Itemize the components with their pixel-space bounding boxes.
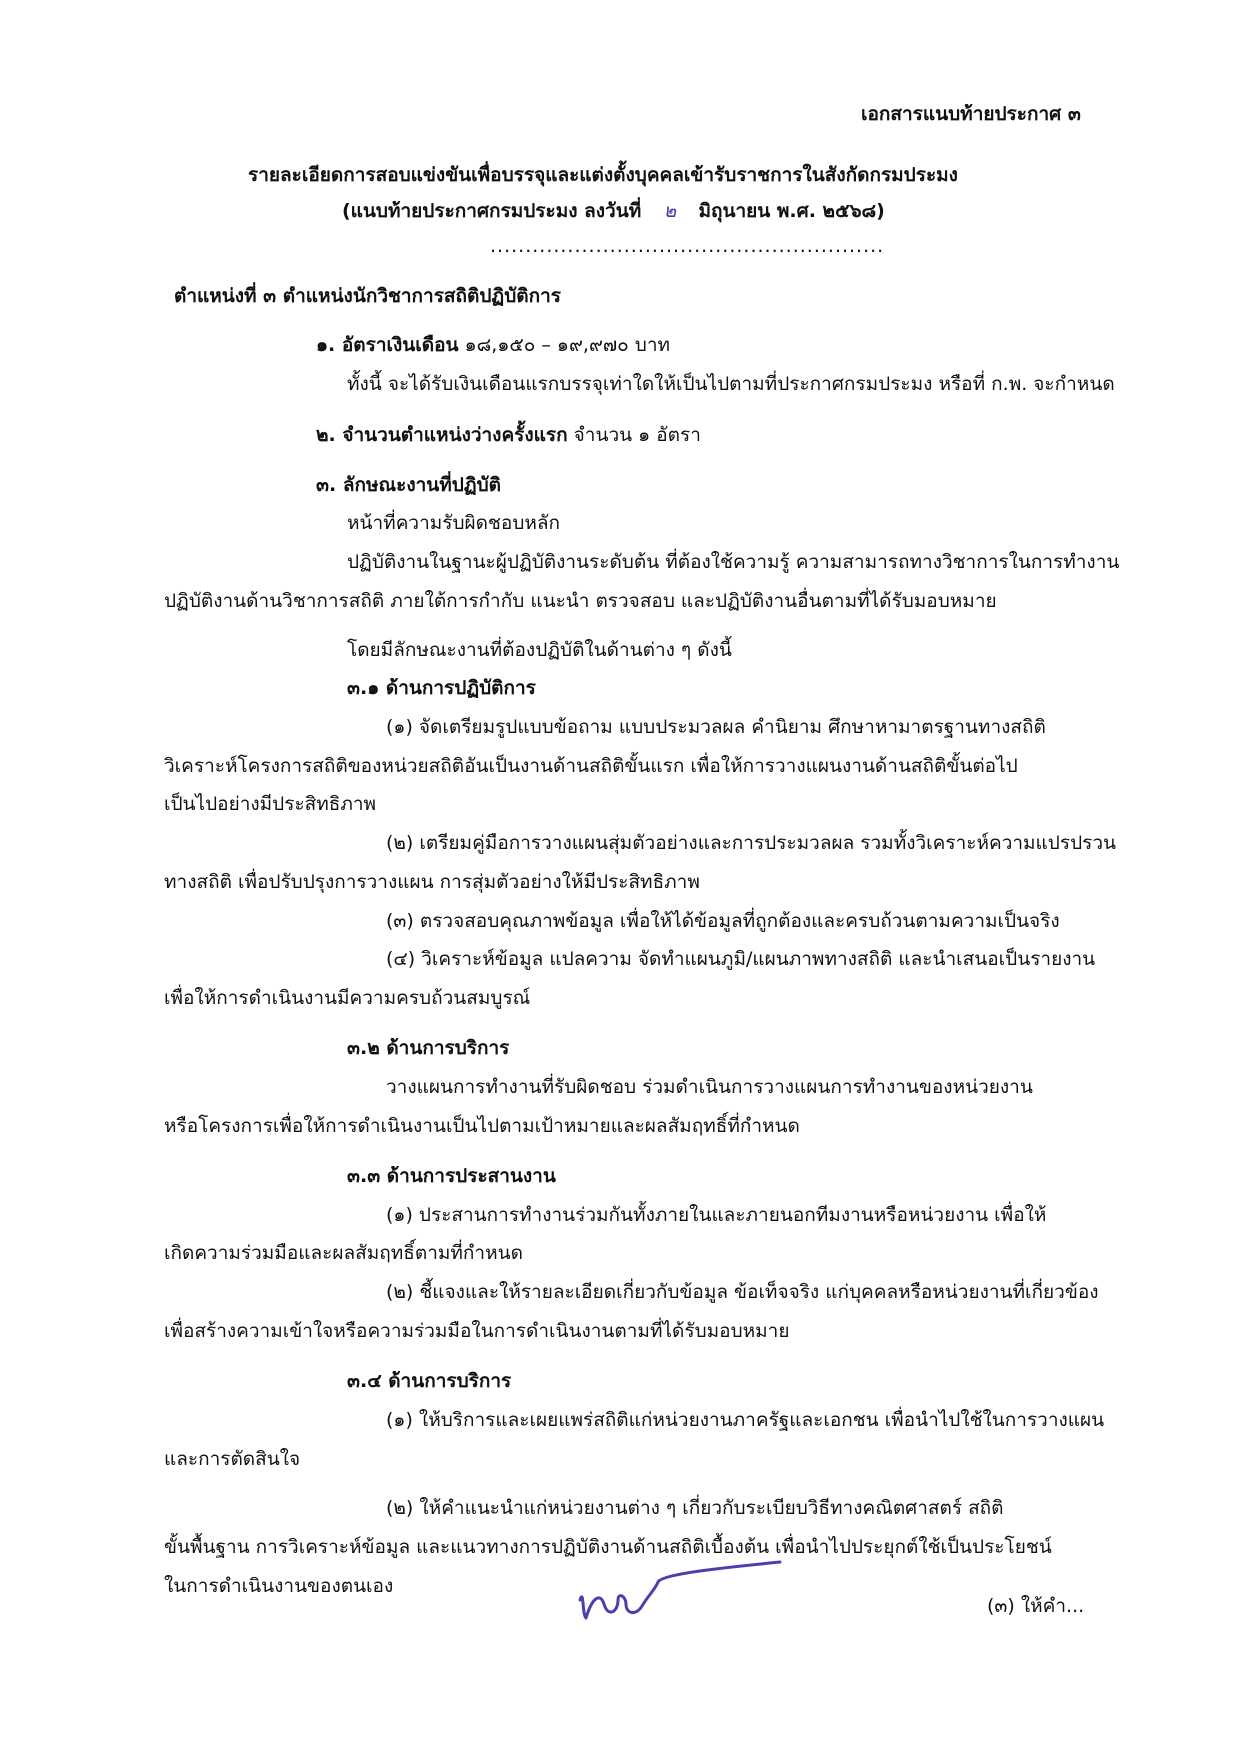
subtitle-prefix: (แนบท้ายประกาศกรมประมง ลงวันที่: [342, 200, 642, 222]
list-item-line: เพื่อให้การดำเนินงานมีความครบถ้วนสมบูรณ์: [164, 987, 531, 1009]
list-item-line: เป็นไปอย่างมีประสิทธิภาพ: [164, 793, 377, 815]
vacancy-value: จำนวน ๑ อัตรา: [573, 424, 701, 446]
vacancy-line: [316, 422, 701, 448]
job-description-heading: ๓. ลักษณะงานที่ปฏิบัติ: [316, 474, 501, 496]
main-duty-label: หน้าที่ความรับผิดชอบหลัก: [347, 512, 561, 534]
document-reference: เอกสารแนบท้ายประกาศ ๓: [861, 103, 1081, 125]
duty-intro: โดยมีลักษณะงานที่ต้องปฏิบัติในด้านต่าง ๆ ดังนี้: [347, 639, 732, 661]
list-item-line: (๓) ตรวจสอบคุณภาพข้อมูล เพื่อให้ได้ข้อมูลที่ถูกต้องและครบถ้วนตามความเป็นจริง: [386, 910, 1060, 932]
salary-label: ๑. อัตราเงินเดือน: [316, 334, 459, 356]
subsection-heading: ๓.๔ ด้านการบริการ: [347, 1370, 512, 1392]
list-item-line: (๑) จัดเตรียมรูปแบบข้อถาม แบบประมวลผล คำนิยาม ศึกษาหามาตรฐานทางสถิติ: [386, 716, 1046, 738]
list-item-line: ในการดำเนินงานของตนเอง: [164, 1575, 394, 1597]
list-item-line: เพื่อสร้างความเข้าใจหรือความร่วมมือในการดำเนินงานตามที่ได้รับมอบหมาย: [164, 1320, 790, 1342]
position-heading: ตำแหน่งที่ ๓ ตำแหน่งนักวิชาการสถิติปฏิบัติการ: [174, 285, 561, 307]
list-item-line: ขั้นพื้นฐาน การวิเคราะห์ข้อมูล และแนวทางการปฏิบัติงานด้านสถิติเบื้องต้น เพื่อนำไปประยุกต์ใช้เป็นประโยชน์: [164, 1536, 1052, 1558]
duty-paragraph-line: ปฏิบัติงานในฐานะผู้ปฏิบัติงานระดับต้น ที่ต้องใช้ความรู้ ความสามารถทางวิชาการในการทำงาน: [347, 551, 1120, 573]
paragraph-line: หรือโครงการเพื่อให้การดำเนินงานเป็นไปตามเป้าหมายและผลสัมฤทธิ์ที่กำหนด: [164, 1115, 800, 1137]
list-item-line: (๒) ให้คำแนะนำแก่หน่วยงานต่าง ๆ เกี่ยวกับระเบียบวิธีทางคณิตศาสตร์ สถิติ: [386, 1497, 1004, 1519]
salary-note: ทั้งนี้ จะได้รับเงินเดือนแรกบรรจุเท่าใดให้เป็นไปตามที่ประกาศกรมประมง หรือที่ ก.พ. จะกำหนด: [347, 373, 1115, 395]
document-subtitle: [342, 198, 885, 224]
divider: ........................................................: [490, 235, 885, 257]
salary-value: ๑๘,๑๕๐ – ๑๙,๙๗๐ บาท: [464, 334, 671, 356]
list-item-line: (๑) ให้บริการและเผยแพร่สถิติแก่หน่วยงานภาครัฐและเอกชน เพื่อนำไปใช้ในการวางแผน: [386, 1409, 1105, 1431]
list-item-line: เกิดความร่วมมือและผลสัมฤทธิ์ตามที่กำหนด: [164, 1242, 523, 1264]
list-item-line: (๒) เตรียมคู่มือการวางแผนสุ่มตัวอย่างและการประมวลผล รวมทั้งวิเคราะห์ความแปรปรวน: [386, 832, 1116, 854]
list-item-line: (๒) ชี้แจงและให้รายละเอียดเกี่ยวกับข้อมูล ข้อเท็จจริง แก่บุคคลหรือหน่วยงานที่เกี่ยวข้อง: [386, 1281, 1099, 1303]
list-item-line: (๑) ประสานการทำงานร่วมกันทั้งภายในและภายนอกทีมงานหรือหน่วยงาน เพื่อให้: [386, 1204, 1047, 1226]
continued-marker: (๓) ให้คำ...: [987, 1595, 1085, 1617]
list-item-line: (๔) วิเคราะห์ข้อมูล แปลความ จัดทำแผนภูมิ/แผนภาพทางสถิติ และนำเสนอเป็นรายงาน: [386, 948, 1096, 970]
duty-paragraph-line: ปฏิบัติงานด้านวิชาการสถิติ ภายใต้การกำกับ แนะนำ ตรวจสอบ และปฏิบัติงานอื่นตามที่ได้รับมอบหมาย: [164, 590, 997, 612]
paragraph-line: วางแผนการทำงานที่รับผิดชอบ ร่วมดำเนินการวางแผนการทำงานของหน่วยงาน: [386, 1076, 1033, 1098]
handwritten-day: ๒: [663, 200, 677, 222]
handwritten-initials: [570, 1548, 790, 1638]
list-item-line: และการตัดสินใจ: [164, 1448, 301, 1470]
salary-line: [316, 332, 670, 358]
subsection-heading: ๓.๓ ด้านการประสานงาน: [347, 1165, 556, 1187]
document-title: รายละเอียดการสอบแข่งขันเพื่อบรรจุและแต่งตั้งบุคคลเข้ารับราชการในสังกัดกรมประมง: [248, 164, 958, 186]
subsection-heading: ๓.๑ ด้านการปฏิบัติการ: [347, 677, 536, 699]
list-item-line: ทางสถิติ เพื่อปรับปรุงการวางแผน การสุ่มตัวอย่างให้มีประสิทธิภาพ: [164, 871, 700, 893]
subsection-heading: ๓.๒ ด้านการบริการ: [347, 1037, 510, 1059]
vacancy-label: ๒. จำนวนตำแหน่งว่างครั้งแรก: [316, 424, 568, 446]
subtitle-suffix: มิถุนายน พ.ศ. ๒๕๖๘): [698, 200, 885, 222]
list-item-line: วิเคราะห์โครงการสถิติของหน่วยสถิติอันเป็นงานด้านสถิติขั้นแรก เพื่อให้การวางแผนงานด้านสถิติขั้นต่อไป: [164, 755, 1018, 777]
